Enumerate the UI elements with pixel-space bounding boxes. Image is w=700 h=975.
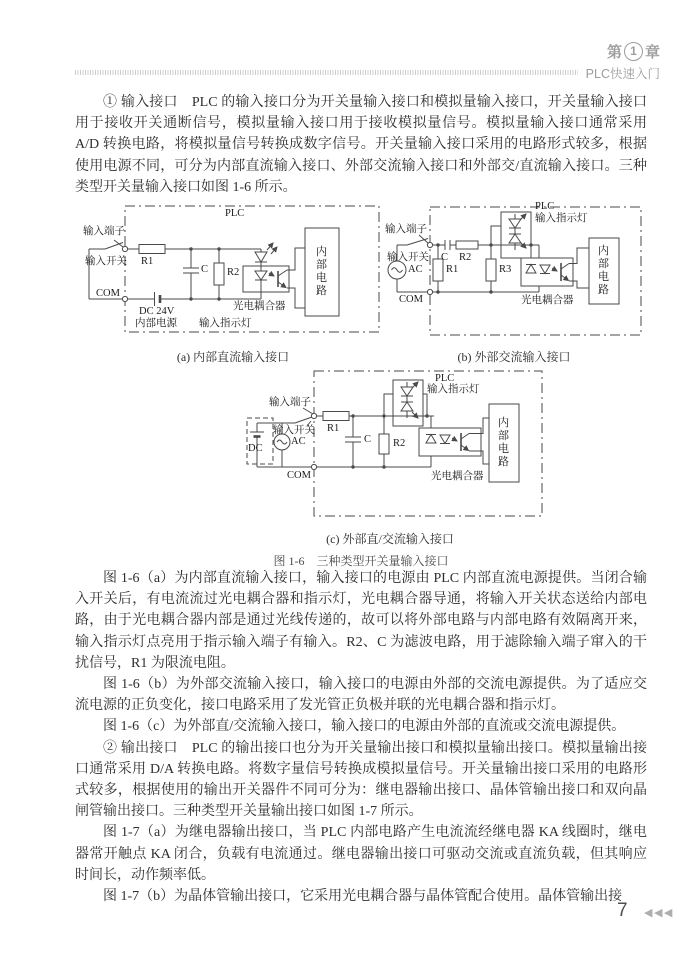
paragraph-fig16a: 图 1-6（a）为内部直流输入接口，输入接口的电源由 PLC 内部直流电源提供。当闭合输入开关后，有电流流过光电耦合器和指示灯，光电耦合器导通，将输入开关状态送给内部电路，由于光电耦合器内部是通过光线传递的，故可以将外部电路与内部电路有效隔离开来，输入指示灯点亮用于指示输入端子有输入。R2、C 为滤波电路，用于滤除输入端子窜入的干扰信号，R1 为限流电阻。	[75, 571, 647, 671]
photocoupler	[419, 416, 489, 467]
indicator-led-pair	[384, 380, 427, 426]
junction-dot	[351, 465, 354, 468]
junction-dot	[436, 290, 439, 293]
junction-dot	[529, 243, 532, 246]
com-label: COM	[399, 294, 423, 306]
com-label: COM	[96, 288, 120, 300]
coupler-label: 光电耦合器	[233, 301, 286, 313]
input-switch-label: 输入开关	[387, 252, 429, 264]
paragraph-fig17b: 图 1-7（b）为晶体管输出接口，它采用光电耦合器与晶体管配合使用。晶体管输出接	[103, 889, 623, 905]
c-label: C	[201, 264, 209, 276]
r2-label: R2	[459, 252, 472, 264]
indicator-label: 输入指示灯	[427, 384, 480, 396]
ac-label: AC	[408, 264, 423, 276]
page-number: 7	[617, 900, 628, 921]
com-terminal-node	[427, 289, 432, 294]
junction-dot	[189, 297, 192, 300]
dc-label: DC	[248, 443, 263, 455]
input-terminal-label: 输入端子	[269, 397, 311, 409]
subcaption-a: (a) 内部直流输入接口	[176, 350, 290, 365]
subcaption-b: (b) 外部交流输入接口	[457, 350, 571, 365]
r2-label: R2	[227, 267, 240, 279]
junction-dot	[382, 414, 385, 417]
resistor-r2	[379, 416, 389, 467]
r1-label: R1	[327, 423, 340, 435]
chapter-number-badge: 1	[624, 42, 643, 61]
junction-dot	[189, 247, 192, 250]
junction-dot	[351, 414, 354, 417]
plc-label: PLC	[535, 201, 555, 213]
ac-source	[388, 261, 406, 279]
resistor-r1	[128, 245, 262, 254]
pager-triangles-icon: ◀◀◀	[644, 906, 674, 919]
paragraph-fig16c: 图 1-6（c）为外部直/交流输入接口，输入接口的电源由外部的直流或交流电源提供。	[103, 719, 626, 735]
input-switch-label: 输入开关	[85, 256, 127, 268]
com-terminal-node	[122, 296, 127, 301]
chapter-heading	[607, 41, 660, 62]
input-terminal-label: 输入端子	[83, 226, 125, 238]
coupler-label: 光电耦合器	[431, 471, 484, 483]
chapter-prefix: 第	[606, 44, 622, 61]
capacitor-c	[183, 249, 199, 299]
figure-1-6	[75, 200, 647, 568]
circuit-diagram-c	[235, 366, 545, 528]
r2-label: R2	[393, 438, 406, 450]
resistor-r2	[214, 249, 224, 299]
internal-circuit-label: 内部电路	[498, 417, 509, 469]
paragraph-output-interface: ② 输出接口 PLC 的输出接口也分为开关量输出接口和模拟量输出接口。模拟量输出接口通常采用 D/A 转换电路。将数字量信号转换成模拟量信号。开关量输出接口采用的电路形式较多，根据使用的输出开关器件不同可分为：继电器输出接口、晶体管输出接口和双向晶闸管输出接口。三种类型开关量输出接口如图 1-7 所示。	[75, 740, 647, 820]
power-label-line2: 内部电源	[135, 318, 177, 330]
input-terminal-label: 输入端子	[385, 224, 427, 236]
capacitor-c	[445, 240, 456, 250]
com-terminal-node	[311, 464, 316, 469]
plc-label: PLC	[435, 373, 455, 385]
junction-dot	[489, 243, 492, 246]
chapter-subtitle: PLC快速入门	[585, 67, 660, 81]
internal-circuit-label: 内部电路	[598, 245, 609, 297]
subcaption-c: (c) 外部直/交流输入接口	[326, 532, 454, 547]
paragraph-input-interface: ① 输入接口 PLC 的输入接口分为开关量输入接口和模拟量输入接口，开关量输入接口用于接收开关通断信号，模拟量输入接口用于接收模拟量信号。模拟量输入接口通常采用 A/D 转换电路，将模拟量信号转换成数字信号。开关量输入接口采用的电路形式较多，根据使用电源不同，可分为内部直流输入接口、外部交流输入接口和外部交/直流输入接口。三种类型开关量输入接口如图 1-6 所示。	[75, 95, 647, 195]
paragraph-fig17a: 图 1-7（a）为继电器输出接口，当 PLC 内部电路产生电流流经继电器 KA 线圈时，继电器常开触点 KA 闭合，负载有电流通过。继电器输出接口可驱动交流或直流负载，但其响应时间长，动作频率低。	[75, 825, 647, 883]
power-label-line1: DC 24V	[139, 306, 175, 318]
junction-dot	[217, 247, 220, 250]
input-terminal-node	[122, 246, 127, 251]
r1-label: R1	[141, 256, 154, 268]
ac-label: AC	[291, 436, 306, 448]
junction-dot	[382, 465, 385, 468]
paragraph-fig16b: 图 1-6（b）为外部交流输入接口，输入接口的电源由外部的交流电源提供。为了适应交流电源的正负变化，接口电路采用了发光管正负极并联的光电耦合器和指示灯。	[75, 677, 647, 714]
circuit-diagram-a	[83, 200, 383, 346]
resistor-r2	[456, 241, 539, 249]
capacitor-c	[345, 416, 361, 467]
internal-circuit-label: 内部电路	[316, 246, 327, 298]
input-terminal-node	[427, 242, 432, 247]
circuit-diagram-b	[383, 200, 645, 346]
indicator-label: 输入指示灯	[199, 318, 252, 330]
com-label: COM	[287, 470, 311, 482]
c-label: C	[364, 434, 372, 446]
junction-dot	[489, 290, 492, 293]
coupler-label: 光电耦合器	[521, 295, 574, 307]
input-terminal-node	[311, 413, 316, 418]
junction-dot	[436, 243, 439, 246]
indicator-led-pair	[491, 212, 531, 258]
indicator-label: 输入指示灯	[535, 213, 588, 225]
r3-label: R3	[499, 264, 512, 276]
junction-dot	[217, 297, 220, 300]
indicator-led	[255, 243, 277, 266]
input-switch-label: 输入开关	[273, 425, 315, 437]
plc-label: PLC	[225, 208, 245, 220]
c-label: C	[441, 252, 449, 264]
chapter-suffix: 章	[644, 44, 660, 61]
page-content	[75, 92, 647, 907]
r1-label: R1	[446, 264, 459, 276]
resistor-r3	[486, 245, 496, 292]
header-dotted-rule	[75, 70, 578, 75]
dc-source-dashed-box	[247, 418, 273, 464]
figure-caption: 图 1-6 三种类型开关量输入接口	[273, 554, 449, 569]
